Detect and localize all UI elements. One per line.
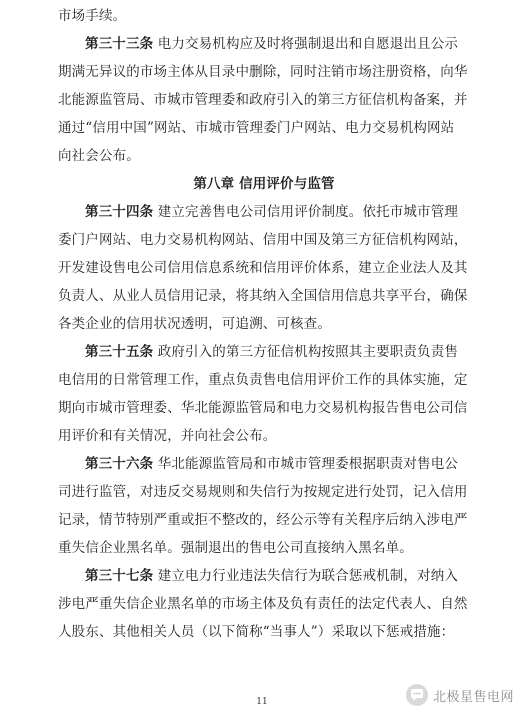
- line-text: 重失信企业黑名单。强制退出的售电公司直接纳入黑名单。: [58, 540, 413, 556]
- line-text: 各类企业的信用状况透明，可追溯、可核查。: [58, 316, 331, 332]
- line-text: 北能源监管局、市城市管理委和政府引入的第三方征信机构备案，并: [58, 92, 468, 108]
- document-body: [58, 2, 470, 646]
- line-text: 期向市城市管理委、华北能源监管局和电力交易机构报告售电公司信: [58, 400, 468, 416]
- line-text: 政府引入的第三方征信机构按照其主要职责负责售: [153, 344, 458, 360]
- text-line: [58, 254, 470, 282]
- text-line: [58, 478, 470, 506]
- line-text: 通过“信用中国”网站、市城市管理委门户网站、电力交易机构网站: [58, 120, 455, 136]
- line-text: 建立电力行业违法失信行为联合惩戒机制，对纳入: [153, 568, 458, 584]
- line-text: 涉电严重失信企业黑名单的市场主体及负有责任的法定代表人、自然: [58, 596, 468, 612]
- article-36-number: 第三十六条: [85, 456, 154, 472]
- line-text: 开发建设售电公司信用信息系统和信用评价体系，建立企业法人及其: [58, 260, 468, 276]
- line-text: 负责人、从业人员信用记录，将其纳入全国信用信息共享平台，确保: [58, 288, 468, 304]
- article-37-number: 第三十七条: [85, 568, 154, 584]
- text-line: [58, 226, 470, 254]
- article-37-line: [58, 562, 470, 590]
- article-34-number: 第三十四条: [85, 204, 154, 220]
- line-text: 用评价和有关情况，并向社会公布。: [58, 428, 277, 444]
- text-line: [58, 422, 470, 450]
- article-33-number: 第三十三条: [85, 36, 154, 52]
- line-text: 司进行监管，对违反交易规则和失信行为按规定进行处罚，记入信用: [58, 484, 468, 500]
- line-text: 期满无异议的市场主体从目录中删除，同时注销市场注册资格，向华: [58, 64, 468, 80]
- text-line: [58, 310, 470, 338]
- text-line: [58, 394, 470, 422]
- line-text: 向社会公布。: [58, 148, 140, 164]
- line-text: 华北能源监管局和市城市管理委根据职责对售电公: [153, 456, 458, 472]
- text-line: [58, 590, 470, 618]
- line-text: 建立完善售电公司信用评价制度。依托市城市管理: [153, 204, 458, 220]
- article-34-line: [58, 198, 470, 226]
- text-line: [58, 114, 470, 142]
- text-line: [58, 366, 470, 394]
- line-text: 市场手续。: [58, 8, 127, 24]
- text-line: [58, 618, 470, 646]
- line-text: 人股东、其他相关人员（以下简称“当事人”）采取以下惩戒措施：: [58, 624, 455, 640]
- text-line: [58, 506, 470, 534]
- line-text: 电力交易机构应及时将强制退出和自愿退出且公示: [153, 36, 458, 52]
- speech-bubble-icon: [406, 684, 428, 706]
- page-number: 11: [256, 697, 268, 707]
- line-text: 记录，情节特别严重或拒不整改的，经公示等有关程序后纳入涉电严: [58, 512, 468, 528]
- watermark: [402, 682, 518, 708]
- text-line: [58, 2, 470, 30]
- article-35-line: [58, 338, 470, 366]
- text-line: [58, 142, 470, 170]
- watermark-text: 北极星售电网: [432, 689, 514, 705]
- text-line: [58, 86, 470, 114]
- article-36-line: [58, 450, 470, 478]
- article-33-line: [58, 30, 470, 58]
- text-line: [58, 534, 470, 562]
- article-35-number: 第三十五条: [85, 344, 154, 360]
- line-text: 委门户网站、电力交易机构网站、信用中国及第三方征信机构网站，: [58, 232, 468, 248]
- chapter-heading: 第八章 信用评价与监管: [193, 176, 335, 192]
- text-line: [58, 58, 470, 86]
- line-text: 电信用的日常管理工作，重点负责售电信用评价工作的具体实施，定: [58, 372, 468, 388]
- text-line: [58, 282, 470, 310]
